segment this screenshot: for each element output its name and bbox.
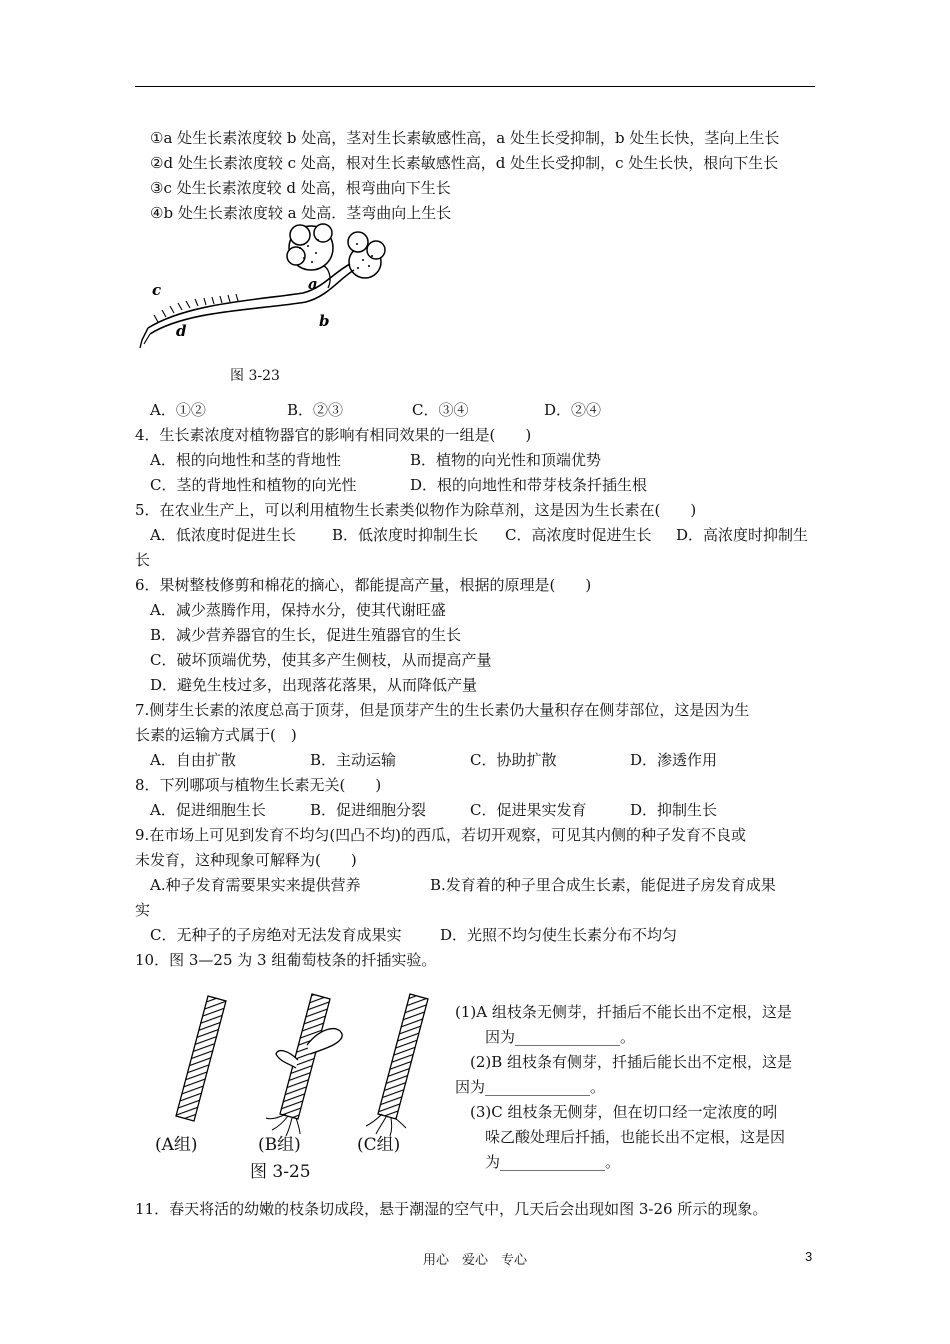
q9-stem-line2: 未发育，这种现象可解释为( ) (135, 851, 357, 869)
cutting-a (176, 996, 226, 1121)
q8-option-d: D．抑制生长 (630, 801, 718, 819)
q10-stem: 10．图 3—25 为 3 组葡萄枝条的扦插实验。 (135, 951, 437, 969)
q8-option-a: A．促进细胞生长 (150, 801, 266, 819)
page-footer: 用心 爱心 专心 (422, 1253, 527, 1268)
q10-part2-line1: (2)B 组枝条有侧芽，扦插后能长出不定根，这是 (470, 1053, 793, 1071)
q7-option-b: B．主动运输 (310, 751, 397, 769)
q10-part3-line3: 为______________。 (485, 1153, 621, 1171)
group-a-label: (A组) (155, 1135, 198, 1155)
label-b: b (319, 312, 330, 330)
q10-part1-line2: 因为______________。 (485, 1028, 636, 1046)
q10-part3-line1: (3)C 组枝条无侧芽，但在切口经一定浓度的吲 (470, 1103, 778, 1121)
q8-stem: 8．下列哪项与植物生长素无关( ) (135, 776, 382, 794)
q4-option-b: B．植物的向光性和顶端优势 (410, 451, 602, 469)
q11-stem: 11．春天将活的幼嫩的枝条切成段，悬于潮湿的空气中，几天后会出现如图 3-26 所示的现象。 (135, 1200, 768, 1218)
label-c: c (152, 281, 162, 299)
figure-3-25 (150, 990, 440, 1140)
q9-option-d: D．光照不均匀使生长素分布不均匀 (440, 926, 678, 944)
group-c-label: (C组) (357, 1135, 401, 1155)
header-rule (135, 86, 815, 87)
flower-head-left (287, 224, 333, 270)
statement-3: ③c 处生长素浓度较 d 处高，根弯曲向下生长 (150, 179, 451, 197)
q7-option-c: C．协助扩散 (470, 751, 557, 769)
q10-part2-line2: 因为______________。 (455, 1078, 606, 1096)
q9-stem-line1: 9.在市场上可见到发育不均匀(凹凸不均)的西瓜，若切开观察，可见其内侧的种子发育不良或 (135, 826, 747, 844)
figure-3-23 (128, 218, 398, 353)
q9-option-b: B.发育着的种子里合成生长素，能促进子房发育成果 (430, 876, 776, 894)
q6-option-a: A．减少蒸腾作用，保持水分，使其代谢旺盛 (150, 601, 446, 619)
q7-stem-line2: 长素的运输方式属于( ) (135, 726, 297, 744)
q8-option-c: C．促进果实发育 (470, 801, 587, 819)
q3-option-c: C．③④ (412, 401, 469, 419)
q3-option-a: A．①② (150, 401, 206, 419)
figure-3-25-caption: 图 3-25 (250, 1162, 311, 1182)
q10-part1-line1: (1)A 组枝条无侧芽，扦插后不能长出不定根，这是 (455, 1003, 792, 1021)
q9-option-b-cont: 实 (135, 901, 151, 919)
cutting-b (266, 994, 342, 1136)
q9-option-c: C．无种子的子房绝对无法发育成果实 (150, 926, 402, 944)
q8-option-b: B．促进细胞分裂 (310, 801, 427, 819)
q6-option-d: D．避免生枝过多，出现落花落果，从而降低产量 (150, 676, 478, 694)
statement-2: ②d 处生长素浓度较 c 处高，根对生长素敏感性高，d 处生长受抑制，c 处生长快，根向下生长 (150, 154, 779, 172)
q4-option-c: C．茎的背地性和植物的向光性 (150, 476, 357, 494)
statement-4: ④b 处生长素浓度较 a 处高．茎弯曲向上生长 (150, 204, 452, 222)
q4-option-d: D．根的向地性和带芽枝条扦插生根 (410, 476, 648, 494)
q6-option-c: C．破坏顶端优势，使其多产生侧枝，从而提高产量 (150, 651, 492, 669)
q4-stem: 4．生长素浓度对植物器官的影响有相同效果的一组是( ) (135, 426, 532, 444)
q7-option-a: A．自由扩散 (150, 751, 236, 769)
q5-option-c: C．高浓度时促进生长 (505, 526, 652, 544)
q6-option-b: B．减少营养器官的生长，促进生殖器官的生长 (150, 626, 462, 644)
q10-part3-line2: 哚乙酸处理后扦插，也能长出不定根，这是因 (485, 1128, 786, 1146)
q5-stem: 5．在农业生产上，可以利用植物生长素类似物作为除草剂，这是因为生长素在( ) (135, 501, 697, 519)
page-number: 3 (805, 1249, 813, 1264)
q5-option-d-cont: 长 (135, 551, 151, 569)
q5-option-b: B．低浓度时抑制生长 (332, 526, 479, 544)
q4-option-a: A．根的向地性和茎的背地性 (150, 451, 341, 469)
group-b-label: (B组) (258, 1135, 301, 1155)
q6-stem: 6．果树整枝修剪和棉花的摘心，都能提高产量，根据的原理是( ) (135, 576, 592, 594)
q7-option-d: D．渗透作用 (630, 751, 718, 769)
q3-option-b: B．②③ (287, 401, 344, 419)
q7-stem-line1: 7.侧芽生长素的浓度总高于顶芽，但是顶芽产生的生长素仍大量积存在侧芽部位，这是因为生 (135, 701, 750, 719)
statement-1: ①a 处生长素浓度较 b 处高，茎对生长素敏感性高，a 处生长受抑制，b 处生长快，茎向上生长 (150, 129, 780, 147)
cutting-c (366, 994, 428, 1136)
q9-option-a: A.种子发育需要果实来提供营养 (150, 876, 361, 894)
q5-option-d: D．高浓度时抑制生 (676, 526, 809, 544)
q5-option-a: A．低浓度时促进生长 (150, 526, 296, 544)
label-d: d (176, 322, 187, 340)
q3-option-d: D．②④ (544, 401, 602, 419)
label-a: a (308, 275, 318, 293)
figure-3-23-caption: 图 3-23 (230, 368, 280, 384)
